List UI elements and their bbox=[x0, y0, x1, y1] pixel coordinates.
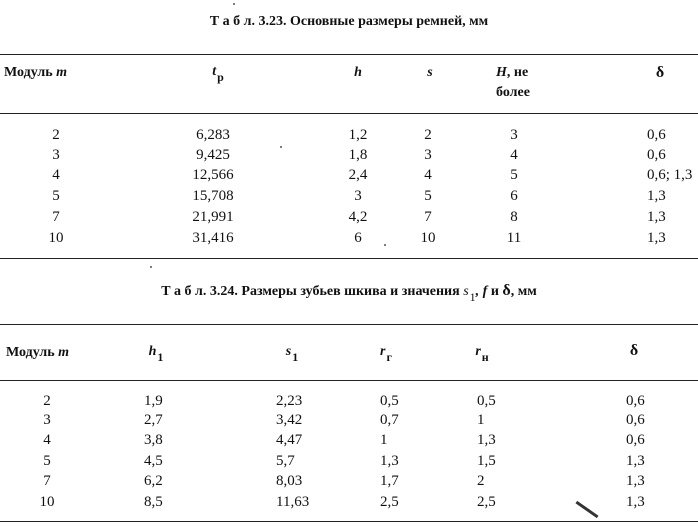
table2-header-rg bbox=[380, 342, 392, 364]
scan-pen-mark bbox=[575, 501, 598, 518]
table1-header-module-label: Модуль bbox=[4, 65, 53, 80]
table2-cell-rg: 1 bbox=[380, 432, 388, 448]
table1-cell-module: 3 bbox=[52, 147, 60, 163]
table2-cell-s1: 8,03 bbox=[276, 473, 303, 489]
table2-cell-rn: 2,5 bbox=[477, 494, 496, 510]
table1-header-rule bbox=[0, 113, 698, 114]
table2-cell-module: 7 bbox=[43, 473, 51, 489]
table1-header-tp-main: t bbox=[212, 64, 217, 79]
table2-header-s1-main: s bbox=[285, 344, 292, 359]
table2-cell-h1: 2,7 bbox=[144, 412, 163, 428]
table2-bottom-rule bbox=[0, 521, 698, 522]
table2-cell-s1: 4,47 bbox=[276, 432, 303, 448]
table2-caption-text: Т а б л. 3.24. Размеры зубьев шкива и значения bbox=[161, 284, 460, 299]
table2-cell-delta: 1,3 bbox=[626, 473, 645, 489]
table2-caption-unit: , мм bbox=[510, 284, 537, 299]
table1-cell-H: 5 bbox=[510, 167, 518, 183]
table1-header-H-line2: более bbox=[496, 85, 530, 100]
table1-cell-H: 4 bbox=[510, 147, 518, 163]
table2-caption-s: s bbox=[463, 284, 469, 299]
table1-cell-s: 5 bbox=[424, 188, 432, 204]
table2-cell-h1: 3,8 bbox=[144, 432, 163, 448]
table1-cell-delta: 1,3 bbox=[647, 230, 666, 246]
table2-caption-and: и bbox=[490, 284, 499, 299]
table1-cell-module: 5 bbox=[52, 188, 60, 204]
table2-header-rg-main: r bbox=[380, 344, 386, 359]
table1-header-H-rest: , не bbox=[506, 65, 529, 80]
table1-header-tp bbox=[212, 62, 224, 84]
table2-header-delta: δ bbox=[629, 342, 639, 359]
table1-bottom-rule bbox=[0, 258, 698, 259]
table1-cell-s: 10 bbox=[420, 230, 436, 246]
table1-cell-h: 1,2 bbox=[348, 127, 368, 143]
table2-cell-h1: 8,5 bbox=[144, 494, 163, 510]
table1-cell-delta: 0,6 bbox=[647, 147, 666, 163]
table2-header-rg-sub: г bbox=[386, 350, 392, 364]
table1-cell-delta: 0,6; 1,3 bbox=[647, 167, 693, 183]
table1-cell-tp: 15,708 bbox=[192, 188, 234, 204]
table1-cell-s: 7 bbox=[424, 209, 432, 225]
table2-header-rn-main: r bbox=[475, 344, 481, 359]
table2-cell-delta: 0,6 bbox=[626, 393, 645, 409]
table1-cell-h: 3 bbox=[354, 188, 362, 204]
table2-cell-s1: 2,23 bbox=[276, 393, 303, 409]
table2-header-h1-sub: 1 bbox=[157, 350, 164, 364]
table2-cell-module: 2 bbox=[43, 393, 51, 409]
table2-cell-delta: 1,3 bbox=[626, 453, 645, 469]
scan-speck bbox=[233, 3, 235, 5]
table2-caption bbox=[0, 282, 698, 304]
table1-header-tp-sub: р bbox=[217, 70, 224, 84]
table2-cell-module: 10 bbox=[39, 494, 55, 510]
table1-cell-tp: 31,416 bbox=[192, 230, 234, 246]
table1-header-module-symbol: m bbox=[56, 65, 68, 80]
table1-cell-H: 8 bbox=[510, 209, 518, 225]
table1-cell-H: 6 bbox=[510, 188, 518, 204]
table1-cell-delta: 1,3 bbox=[647, 209, 666, 225]
table2-cell-rn: 0,5 bbox=[477, 393, 496, 409]
table1-cell-module: 10 bbox=[48, 230, 64, 246]
table1-cell-module: 7 bbox=[52, 209, 60, 225]
table2-cell-rn: 1 bbox=[477, 412, 485, 428]
table1-cell-module: 4 bbox=[52, 167, 60, 183]
table1-cell-H: 3 bbox=[510, 127, 518, 143]
table1-caption: Т а б л. 3.23. Основные размеры ремней, мм bbox=[209, 14, 489, 29]
table1-cell-s: 4 bbox=[424, 167, 432, 183]
table2-cell-delta: 1,3 bbox=[626, 494, 645, 510]
table1-cell-tp: 12,566 bbox=[192, 167, 234, 183]
table2-cell-s1: 5,7 bbox=[276, 453, 295, 469]
table2-caption-f: , f bbox=[475, 284, 488, 299]
table2-caption-s-sub: 1 bbox=[469, 290, 476, 304]
table2-cell-rg: 1,3 bbox=[380, 453, 399, 469]
table2-cell-h1: 4,5 bbox=[144, 453, 163, 469]
table1-header-H-symbol: H bbox=[496, 65, 507, 80]
table1-top-rule bbox=[0, 54, 698, 55]
table2-header-module-symbol: m bbox=[58, 345, 70, 360]
table1-cell-tp: 21,991 bbox=[192, 209, 234, 225]
table1-cell-h: 2,4 bbox=[348, 167, 368, 183]
scan-speck bbox=[150, 266, 152, 268]
table2-cell-h1: 1,9 bbox=[144, 393, 163, 409]
table1-cell-delta: 1,3 bbox=[647, 188, 666, 204]
table1-header-module bbox=[4, 64, 67, 82]
table2-header-rn-sub: н bbox=[481, 350, 489, 364]
table2-cell-delta: 0,6 bbox=[626, 412, 645, 428]
table2-cell-rg: 1,7 bbox=[380, 473, 399, 489]
table2-header-module-label: Модуль bbox=[6, 345, 55, 360]
table2-header-s1 bbox=[285, 342, 299, 364]
table2-header-h1-main: h bbox=[148, 344, 157, 359]
table2-cell-module: 5 bbox=[43, 453, 51, 469]
table1-header-delta: δ bbox=[655, 64, 665, 81]
table2-header-rn bbox=[475, 342, 489, 364]
table1-cell-h: 6 bbox=[354, 230, 362, 246]
scan-speck bbox=[384, 244, 386, 246]
table1-header-s: s bbox=[427, 65, 433, 80]
table1-cell-s: 3 bbox=[424, 147, 432, 163]
table1-cell-tp: 9,425 bbox=[196, 147, 230, 163]
table1-cell-tp: 6,283 bbox=[196, 127, 230, 143]
table1-header-H bbox=[496, 64, 528, 82]
table1-cell-H: 11 bbox=[506, 230, 522, 246]
table2-cell-module: 3 bbox=[43, 412, 51, 428]
table1-cell-delta: 0,6 bbox=[647, 127, 666, 143]
table2-cell-s1: 11,63 bbox=[276, 494, 310, 510]
table1-cell-h: 4,2 bbox=[348, 209, 368, 225]
table1-cell-module: 2 bbox=[52, 127, 60, 143]
table2-cell-rg: 0,7 bbox=[380, 412, 399, 428]
table2-header-rule bbox=[0, 380, 698, 381]
table2-header-module bbox=[6, 344, 69, 362]
table2-cell-rn: 1,5 bbox=[477, 453, 496, 469]
table2-header-s1-sub: 1 bbox=[292, 350, 299, 364]
table2-cell-module: 4 bbox=[43, 432, 51, 448]
table2-cell-rn: 1,3 bbox=[477, 432, 496, 448]
table2-cell-rn: 2 bbox=[477, 473, 485, 489]
table1-cell-s: 2 bbox=[424, 127, 432, 143]
scan-speck bbox=[280, 146, 282, 148]
table1-header-h: h bbox=[354, 65, 362, 80]
table2-header-h1 bbox=[148, 342, 164, 364]
table2-cell-rg: 2,5 bbox=[380, 494, 399, 510]
table2-cell-delta: 0,6 bbox=[626, 432, 645, 448]
table1-cell-h: 1,8 bbox=[348, 147, 368, 163]
table2-cell-h1: 6,2 bbox=[144, 473, 163, 489]
table2-top-rule bbox=[0, 324, 698, 325]
table2-caption-delta: δ bbox=[502, 282, 511, 299]
table2-cell-rg: 0,5 bbox=[380, 393, 399, 409]
table2-cell-s1: 3,42 bbox=[276, 412, 303, 428]
